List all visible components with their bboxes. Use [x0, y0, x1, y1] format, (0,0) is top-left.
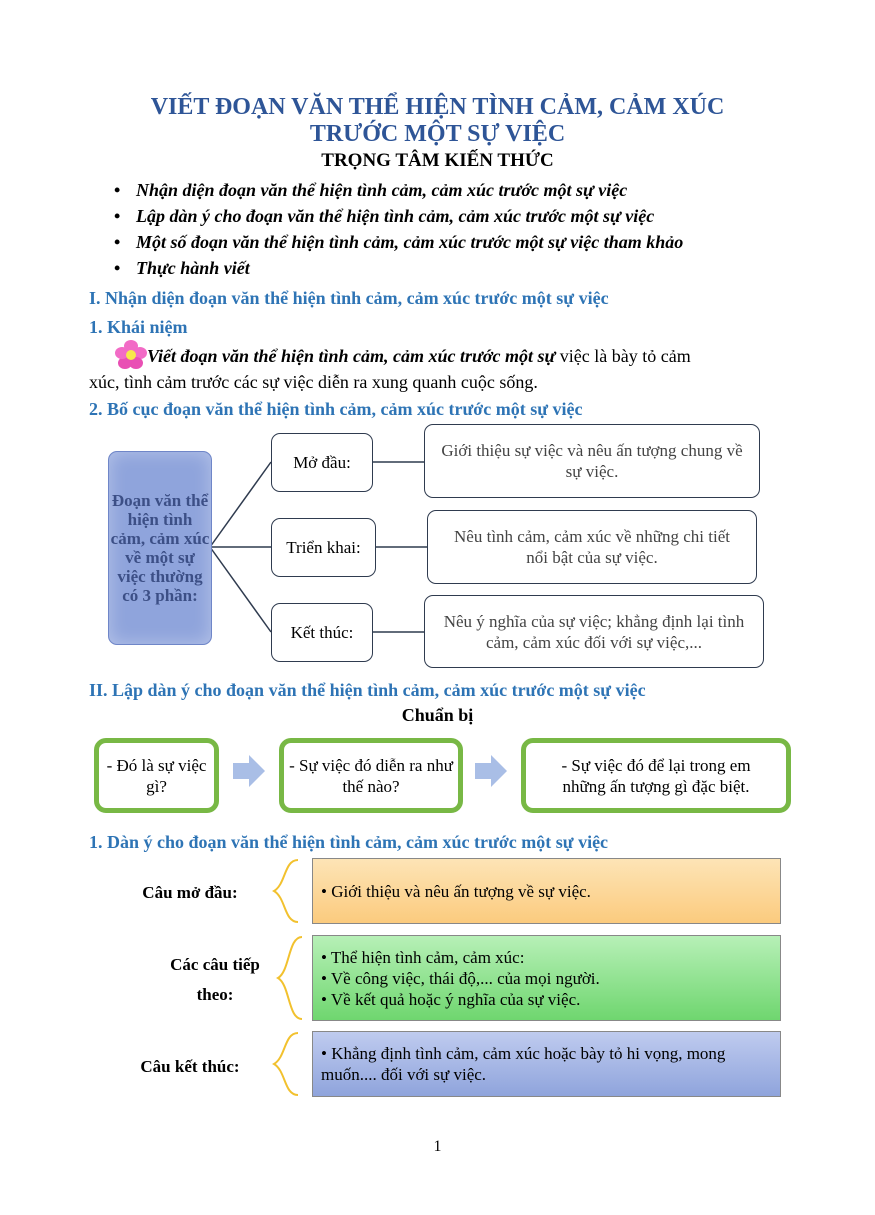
outline-item: • Về kết quả hoặc ý nghĩa của sự việc. — [321, 989, 581, 1009]
left-brace-icon — [262, 1031, 302, 1097]
concept-line2: xúc, tình cảm trước các sự việc diễn ra xung quanh cuộc sống. — [89, 372, 538, 392]
outline-item: • Thể hiện tình cảm, cảm xúc: — [321, 947, 525, 967]
prep-box-2: - Sự việc đó diễn ra như thế nào? — [279, 738, 463, 813]
focus-bullet-item: • Một số đoạn văn thể hiện tình cảm, cảm xúc trước một sự việc tham khảo — [112, 229, 683, 255]
prep-box-3: - Sự việc đó để lại trong em những ấn tượng gì đặc biệt. — [521, 738, 791, 813]
concept-rest: việc là bày tỏ cảm — [555, 346, 691, 366]
outline-box-opening — [312, 858, 781, 924]
outline-label-closing: Câu kết thúc: — [140, 1057, 240, 1076]
page-title-line2: TRƯỚC MỘT SỰ VIỆC — [309, 121, 566, 147]
part-label-intro: Mở đầu: — [271, 433, 373, 492]
left-brace-icon — [266, 935, 306, 1021]
focus-bullet-item: • Nhận diện đoạn văn thể hiện tình cảm, cảm xúc trước một sự việc — [112, 177, 683, 203]
layout-main-box: Đoạn văn thể hiện tình cảm, cảm xúc về một sự việc thường có 3 phần: — [108, 451, 212, 645]
part-desc-ending: Nêu ý nghĩa của sự việc; khẳng định lại tình cảm, cảm xúc đối với sự việc,... — [424, 595, 764, 668]
page-title-line1: VIẾT ĐOẠN VĂN THỂ HIỆN TÌNH CẢM, CẢM XÚC — [150, 94, 725, 120]
outline-box-body — [312, 935, 781, 1021]
left-brace-icon — [262, 858, 302, 924]
section1-heading: I. Nhận diện đoạn văn thể hiện tình cảm, cảm xúc trước một sự việc — [89, 288, 609, 308]
concept-emphasis: Viết đoạn văn thể hiện tình cảm, cảm xúc trước một sự — [147, 346, 556, 366]
focus-bullet-item: • Thực hành viết — [112, 255, 683, 281]
outline-heading: 1. Dàn ý cho đoạn văn thể hiện tình cảm, cảm xúc trước một sự việc — [89, 832, 609, 852]
outline-item: • Về công việc, thái độ,... của mọi người. — [321, 968, 600, 988]
layout-heading: 2. Bố cục đoạn văn thể hiện tình cảm, cảm xúc trước một sự việc — [89, 399, 583, 419]
section2-heading: II. Lập dàn ý cho đoạn văn thể hiện tình cảm, cảm xúc trước một sự việc — [89, 680, 646, 700]
focus-heading: TRỌNG TÂM KIẾN THỨC — [321, 150, 554, 171]
page-number: 1 — [433, 1138, 442, 1155]
outline-box-closing — [312, 1031, 781, 1097]
concept-heading: 1. Khái niệm — [89, 317, 188, 337]
focus-bullet-item: • Lập dàn ý cho đoạn văn thể hiện tình cảm, cảm xúc trước một sự việc — [112, 203, 683, 229]
right-arrow-icon — [231, 753, 267, 794]
outline-item: • Khẳng định tình cảm, cảm xúc hoặc bày tỏ hi vọng, mong muốn.... đối với sự việc. — [321, 1044, 726, 1084]
outline-item: • Giới thiệu và nêu ấn tượng về sự việc. — [321, 881, 591, 901]
part-label-body: Triển khai: — [271, 518, 376, 577]
right-arrow-icon — [473, 753, 509, 794]
prep-box-1: - Đó là sự việc gì? — [94, 738, 219, 813]
part-desc-body: Nêu tình cảm, cảm xúc về những chi tiết nổi bật của sự việc. — [427, 510, 757, 584]
outline-label-body: Các câu tiếp theo: — [170, 955, 260, 1004]
part-desc-intro: Giới thiệu sự việc và nêu ấn tượng chung về sự việc. — [424, 424, 760, 498]
part-label-ending: Kết thúc: — [271, 603, 373, 662]
prep-heading: Chuẩn bị — [401, 705, 474, 725]
outline-label-opening: Câu mở đầu: — [142, 883, 238, 902]
